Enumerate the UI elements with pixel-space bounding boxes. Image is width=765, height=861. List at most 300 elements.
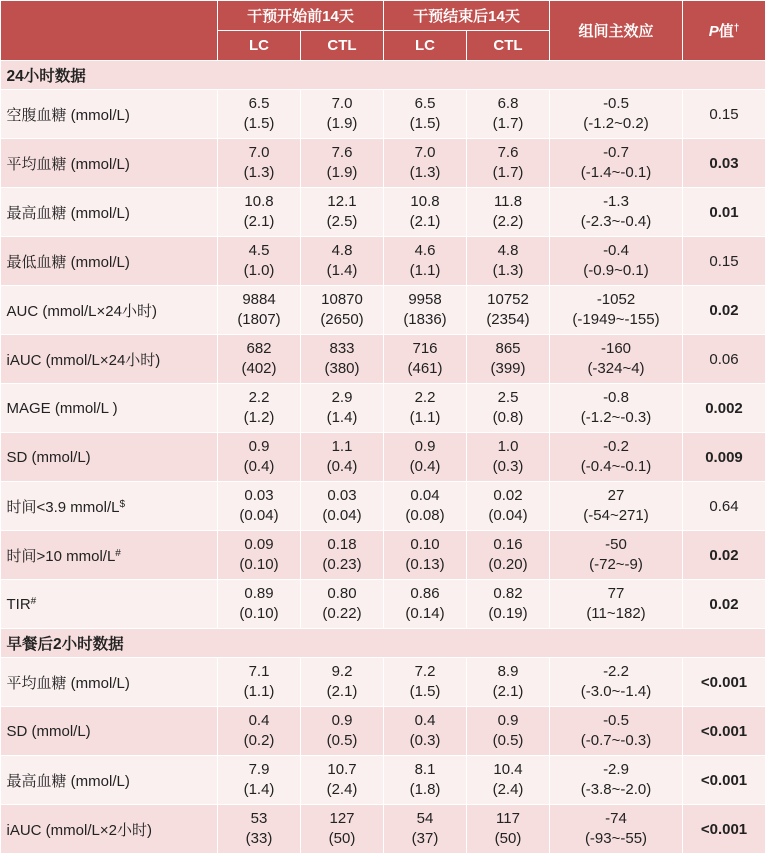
cell-sd: (0.20) [488, 556, 528, 573]
cell-mean: 8.9 [497, 663, 519, 680]
table-row [1, 756, 765, 805]
cell-mean: 7.6 [331, 144, 353, 161]
cell-mean: 0.18 [327, 536, 357, 553]
cell-ctl-after [467, 139, 550, 188]
cell-sd: (1.3) [409, 164, 441, 181]
table-header [1, 1, 765, 61]
cell-lc-after [384, 286, 467, 335]
cell-main-effect [550, 756, 683, 805]
cell-ctl-after [467, 335, 550, 384]
cell-main-effect [550, 286, 683, 335]
cell-p-value: <0.001 [683, 805, 765, 854]
header-sub-lc-after: LC [384, 31, 467, 61]
cell-mean: 7.9 [248, 761, 270, 778]
cell-p-value: <0.001 [683, 707, 765, 756]
cell-sd: (0.2) [243, 732, 275, 749]
cell-sd: (2.4) [492, 781, 524, 798]
cell-main-effect [550, 707, 683, 756]
cell-sd: (1.8) [409, 781, 441, 798]
effect-ci: (11~182) [586, 605, 646, 622]
cell-lc-after [384, 139, 467, 188]
table-row [1, 805, 765, 854]
effect-estimate: -0.2 [603, 438, 629, 455]
cell-ctl-before [301, 188, 384, 237]
cell-mean: 7.1 [248, 663, 270, 680]
cell-sd: (1.5) [243, 115, 275, 132]
table-row [1, 433, 765, 482]
row-label-cell [1, 531, 218, 580]
cell-mean: 10752 [487, 291, 529, 308]
cell-ctl-after [467, 482, 550, 531]
effect-estimate: 27 [607, 487, 625, 504]
cell-ctl-after [467, 707, 550, 756]
cell-p-value: 0.02 [683, 531, 765, 580]
effect-estimate: -0.8 [603, 389, 629, 406]
cell-sd: (1.9) [326, 164, 358, 181]
cell-mean: 7.0 [248, 144, 270, 161]
section-title: 24小时数据 [1, 61, 765, 90]
effect-ci: (-0.7~-0.3) [580, 732, 652, 749]
cell-mean: 54 [416, 810, 434, 827]
cell-mean: 127 [329, 810, 355, 827]
row-label: AUC (mmol/L×24小时) [6, 302, 157, 320]
cell-ctl-after [467, 580, 550, 629]
cell-sd: (0.08) [405, 507, 445, 524]
cell-mean: 0.09 [244, 536, 274, 553]
row-label: 平均血糖 (mmol/L) [6, 674, 130, 692]
cell-main-effect [550, 384, 683, 433]
cell-lc-after [384, 658, 467, 707]
cell-sd: (0.4) [326, 458, 358, 475]
section-title: 早餐后2小时数据 [1, 629, 765, 658]
cell-p-value: 0.15 [683, 90, 765, 139]
cell-mean: 6.8 [497, 95, 519, 112]
table-body [1, 61, 765, 854]
row-label-cell [1, 580, 218, 629]
cell-lc-before [218, 139, 301, 188]
row-label-cell [1, 707, 218, 756]
effect-ci: (-93~-55) [584, 830, 648, 847]
cell-mean: 117 [496, 810, 520, 827]
row-label-cell [1, 188, 218, 237]
cell-sd: (0.04) [239, 507, 279, 524]
cell-mean: 7.0 [331, 95, 353, 112]
effect-ci: (-3.0~-1.4) [580, 683, 652, 700]
cell-mean: 2.2 [414, 389, 436, 406]
cell-sd: (33) [245, 830, 273, 847]
cell-sd: (0.10) [239, 556, 279, 573]
effect-estimate: -0.5 [603, 712, 629, 729]
row-label-footnote-mark: # [30, 595, 37, 607]
effect-ci: (-3.8~-2.0) [580, 781, 652, 798]
cell-mean: 10870 [321, 291, 363, 308]
cell-mean: 7.0 [414, 144, 436, 161]
row-label: iAUC (mmol/L×24小时) [6, 351, 161, 369]
cell-lc-before [218, 335, 301, 384]
cell-mean: 10.4 [493, 761, 523, 778]
cell-sd: (1.7) [492, 115, 524, 132]
cell-mean: 0.9 [248, 438, 270, 455]
cell-mean: 10.8 [410, 193, 440, 210]
cell-p-value: 0.009 [683, 433, 765, 482]
row-label: 最低血糖 (mmol/L) [6, 253, 130, 271]
cell-lc-after [384, 531, 467, 580]
cell-mean: 4.8 [331, 242, 353, 259]
cell-mean: 2.9 [331, 389, 353, 406]
cell-ctl-after [467, 188, 550, 237]
table-row [1, 90, 765, 139]
cell-sd: (1807) [237, 311, 281, 328]
cell-lc-after [384, 756, 467, 805]
cell-mean: 0.4 [248, 712, 270, 729]
cell-ctl-before [301, 433, 384, 482]
cell-mean: 9884 [242, 291, 276, 308]
header-p-rest: 值 [718, 23, 734, 40]
table-row [1, 482, 765, 531]
table-row [1, 237, 765, 286]
cell-main-effect [550, 805, 683, 854]
cell-sd: (1.9) [326, 115, 358, 132]
cell-sd: (1.3) [492, 262, 524, 279]
effect-estimate: 77 [607, 585, 625, 602]
cell-sd: (0.04) [488, 507, 528, 524]
table-row [1, 531, 765, 580]
cell-sd: (1.4) [326, 409, 358, 426]
cell-lc-after [384, 384, 467, 433]
row-label: 最高血糖 (mmol/L) [6, 772, 130, 790]
row-label: 时间<3.9 mmol/L [6, 498, 120, 516]
header-main-effect: 组间主效应 [550, 1, 683, 61]
row-label: 最高血糖 (mmol/L) [6, 204, 130, 222]
cell-mean: 6.5 [248, 95, 270, 112]
cell-p-value: 0.15 [683, 237, 765, 286]
cell-mean: 4.8 [497, 242, 519, 259]
cell-lc-after [384, 805, 467, 854]
cell-mean: 0.80 [327, 585, 357, 602]
cell-mean: 6.5 [414, 95, 436, 112]
cell-lc-before [218, 433, 301, 482]
cell-ctl-before [301, 482, 384, 531]
cell-mean: 0.03 [244, 487, 274, 504]
header-label-cell [1, 1, 218, 61]
cell-mean: 0.10 [410, 536, 440, 553]
cell-mean: 10.8 [244, 193, 274, 210]
cell-ctl-before [301, 286, 384, 335]
cell-ctl-before [301, 335, 384, 384]
cell-sd: (1.3) [243, 164, 275, 181]
cell-lc-before [218, 188, 301, 237]
cell-ctl-after [467, 90, 550, 139]
effect-estimate: -0.5 [603, 95, 629, 112]
effect-ci: (-1.2~-0.3) [580, 409, 652, 426]
cell-sd: (1.1) [409, 262, 441, 279]
cell-mean: 0.89 [244, 585, 274, 602]
cell-mean: 0.9 [331, 712, 353, 729]
cell-lc-after [384, 335, 467, 384]
row-label: SD (mmol/L) [6, 448, 91, 466]
cell-p-value: 0.06 [683, 335, 765, 384]
row-label-cell [1, 433, 218, 482]
cell-p-value: 0.64 [683, 482, 765, 531]
section-header-row [1, 629, 765, 658]
cell-lc-before [218, 90, 301, 139]
cell-sd: (2.5) [326, 213, 358, 230]
cell-main-effect [550, 139, 683, 188]
cell-sd: (0.13) [405, 556, 445, 573]
cell-sd: (0.5) [492, 732, 524, 749]
header-sub-lc-before: LC [218, 31, 301, 61]
cell-mean: 2.5 [497, 389, 519, 406]
row-label-cell [1, 482, 218, 531]
cell-lc-before [218, 286, 301, 335]
cell-sd: (1.4) [243, 781, 275, 798]
cell-sd: (0.3) [409, 732, 441, 749]
cell-ctl-before [301, 384, 384, 433]
effect-ci: (-1949~-155) [572, 311, 660, 328]
cell-main-effect [550, 237, 683, 286]
cell-sd: (0.04) [322, 507, 362, 524]
cell-ctl-before [301, 139, 384, 188]
row-label-cell [1, 237, 218, 286]
cell-mean: 9958 [408, 291, 442, 308]
cell-ctl-after [467, 756, 550, 805]
header-sub-ctl-after: CTL [467, 31, 550, 61]
cell-sd: (50) [328, 830, 356, 847]
cell-sd: (50) [494, 830, 522, 847]
effect-estimate: -50 [605, 536, 627, 553]
effect-ci: (-2.3~-0.4) [580, 213, 652, 230]
cell-main-effect [550, 335, 683, 384]
effect-estimate: -1.3 [603, 193, 629, 210]
cell-ctl-after [467, 384, 550, 433]
row-label-cell [1, 658, 218, 707]
cell-ctl-before [301, 707, 384, 756]
cell-mean: 0.9 [414, 438, 436, 455]
cell-sd: (0.23) [322, 556, 362, 573]
cell-mean: 4.6 [414, 242, 436, 259]
row-label: SD (mmol/L) [6, 722, 91, 740]
cell-sd: (2.1) [492, 683, 524, 700]
row-label: MAGE (mmol/L ) [6, 399, 118, 417]
cell-sd: (2354) [486, 311, 530, 328]
cell-sd: (1.5) [409, 115, 441, 132]
cell-ctl-before [301, 580, 384, 629]
cell-p-value: 0.02 [683, 286, 765, 335]
cell-mean: 0.04 [410, 487, 440, 504]
cell-p-value: 0.03 [683, 139, 765, 188]
effect-ci: (-324~4) [587, 360, 645, 377]
cell-ctl-after [467, 805, 550, 854]
cell-ctl-after [467, 286, 550, 335]
cell-sd: (0.19) [488, 605, 528, 622]
row-label-footnote-mark: # [115, 547, 121, 559]
cell-ctl-before [301, 90, 384, 139]
cell-sd: (37) [411, 830, 439, 847]
row-label: 时间>10 mmol/L [6, 547, 116, 565]
cell-mean: 865 [495, 340, 521, 357]
cell-p-value: 0.02 [683, 580, 765, 629]
cell-sd: (2.4) [326, 781, 358, 798]
cell-sd: (461) [407, 360, 443, 377]
header-group-before: 干预开始前14天 [218, 1, 384, 31]
cell-ctl-before [301, 237, 384, 286]
cell-ctl-after [467, 237, 550, 286]
cell-main-effect [550, 90, 683, 139]
cell-sd: (1.0) [243, 262, 275, 279]
header-p-value [683, 1, 765, 61]
cell-mean: 1.0 [497, 438, 519, 455]
cell-mean: 0.86 [410, 585, 440, 602]
cell-mean: 11.8 [493, 193, 523, 210]
cell-lc-after [384, 237, 467, 286]
cell-sd: (1.2) [243, 409, 275, 426]
cell-p-value: 0.01 [683, 188, 765, 237]
cell-mean: 0.03 [327, 487, 357, 504]
table-row [1, 286, 765, 335]
cell-ctl-before [301, 658, 384, 707]
cell-sd: (1836) [403, 311, 447, 328]
header-p-sup: † [733, 23, 740, 34]
effect-estimate: -74 [605, 810, 627, 827]
cell-sd: (2.1) [326, 683, 358, 700]
cell-sd: (0.8) [492, 409, 524, 426]
cell-ctl-before [301, 531, 384, 580]
row-label-cell [1, 384, 218, 433]
cell-sd: (0.3) [492, 458, 524, 475]
cell-sd: (0.10) [239, 605, 279, 622]
effect-ci: (-0.9~0.1) [583, 262, 649, 279]
cell-lc-before [218, 580, 301, 629]
cell-lc-after [384, 90, 467, 139]
cell-mean: 0.9 [497, 712, 519, 729]
cell-lc-after [384, 433, 467, 482]
row-label-cell [1, 756, 218, 805]
header-sub-ctl-before: CTL [301, 31, 384, 61]
cell-mean: 0.16 [493, 536, 523, 553]
header-group-after: 干预结束后14天 [384, 1, 550, 31]
cell-sd: (1.5) [409, 683, 441, 700]
cell-lc-after [384, 188, 467, 237]
cell-main-effect [550, 433, 683, 482]
effect-estimate: -2.2 [603, 663, 629, 680]
cell-lc-before [218, 707, 301, 756]
cell-main-effect [550, 658, 683, 707]
row-label: 空腹血糖 (mmol/L) [6, 106, 130, 124]
row-label-cell [1, 90, 218, 139]
cell-lc-after [384, 707, 467, 756]
cell-sd: (402) [241, 360, 277, 377]
cell-mean: 7.6 [497, 144, 519, 161]
cell-ctl-after [467, 531, 550, 580]
cell-sd: (2.1) [409, 213, 441, 230]
header-p-italic: P [708, 23, 719, 40]
cell-mean: 716 [412, 340, 438, 357]
cell-mean: 0.4 [414, 712, 436, 729]
cell-sd: (2650) [320, 311, 364, 328]
cell-mean: 53 [250, 810, 268, 827]
cell-mean: 1.1 [331, 438, 353, 455]
cell-lc-before [218, 805, 301, 854]
table-row [1, 188, 765, 237]
cell-p-value: <0.001 [683, 756, 765, 805]
cell-sd: (399) [490, 360, 526, 377]
row-label-footnote-mark: $ [119, 498, 126, 510]
cell-main-effect [550, 580, 683, 629]
row-label-cell [1, 335, 218, 384]
cell-p-value: 0.002 [683, 384, 765, 433]
row-label: 平均血糖 (mmol/L) [6, 155, 130, 173]
cell-sd: (1.7) [492, 164, 524, 181]
cell-lc-after [384, 482, 467, 531]
effect-estimate: -0.7 [603, 144, 629, 161]
cell-sd: (1.1) [409, 409, 441, 426]
cell-main-effect [550, 482, 683, 531]
cell-lc-before [218, 658, 301, 707]
cell-main-effect [550, 531, 683, 580]
cell-sd: (0.14) [405, 605, 445, 622]
cell-mean: 4.5 [248, 242, 270, 259]
effect-estimate: -1052 [596, 291, 636, 308]
cell-mean: 7.2 [414, 663, 436, 680]
table-row [1, 384, 765, 433]
cell-sd: (1.1) [243, 683, 275, 700]
row-label: TIR [6, 595, 31, 613]
cell-lc-before [218, 756, 301, 805]
cell-p-value: <0.001 [683, 658, 765, 707]
cell-ctl-before [301, 805, 384, 854]
table-row [1, 707, 765, 756]
cell-lc-before [218, 482, 301, 531]
cell-sd: (2.1) [243, 213, 275, 230]
cell-sd: (0.4) [243, 458, 275, 475]
cell-sd: (1.4) [326, 262, 358, 279]
cell-ctl-after [467, 658, 550, 707]
table-row [1, 139, 765, 188]
cell-lc-before [218, 237, 301, 286]
cell-sd: (380) [324, 360, 360, 377]
cell-main-effect [550, 188, 683, 237]
table-row [1, 658, 765, 707]
cell-lc-before [218, 531, 301, 580]
cell-mean: 682 [246, 340, 272, 357]
cell-lc-after [384, 580, 467, 629]
row-label-cell [1, 805, 218, 854]
cell-lc-before [218, 384, 301, 433]
cell-sd: (2.2) [492, 213, 524, 230]
cell-mean: 10.7 [327, 761, 357, 778]
cell-ctl-after [467, 433, 550, 482]
effect-ci: (-72~-9) [589, 556, 643, 573]
cell-mean: 0.02 [493, 487, 523, 504]
cell-mean: 8.1 [414, 761, 436, 778]
effect-estimate: -160 [600, 340, 632, 357]
cell-mean: 12.1 [327, 193, 357, 210]
row-label-cell [1, 286, 218, 335]
row-label-cell [1, 139, 218, 188]
cell-sd: (0.5) [326, 732, 358, 749]
row-label: iAUC (mmol/L×2小时) [6, 821, 152, 839]
cell-mean: 833 [329, 340, 355, 357]
effect-estimate: -0.4 [603, 242, 629, 259]
effect-estimate: -2.9 [603, 761, 629, 778]
cell-mean: 0.82 [493, 585, 523, 602]
table-row [1, 335, 765, 384]
effect-ci: (-54~271) [583, 507, 649, 524]
cell-sd: (0.4) [409, 458, 441, 475]
effect-ci: (-1.2~0.2) [583, 115, 649, 132]
cell-mean: 9.2 [331, 663, 353, 680]
effect-ci: (-0.4~-0.1) [580, 458, 652, 475]
